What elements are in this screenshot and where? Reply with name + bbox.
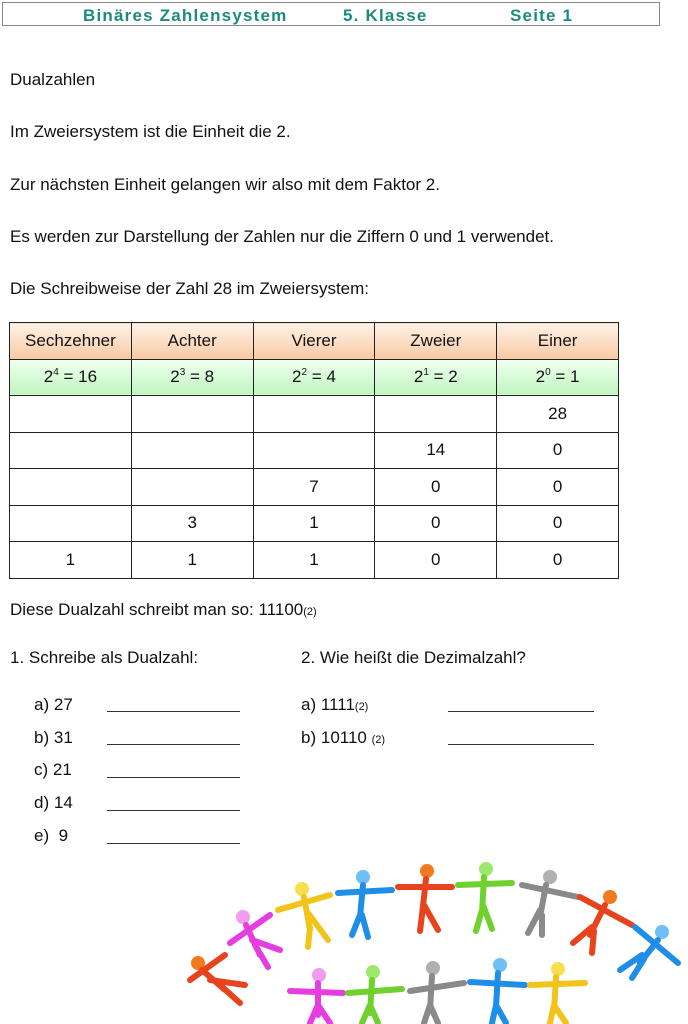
table-cell xyxy=(253,432,375,469)
table-row xyxy=(10,505,619,542)
exercise2-item: a) 1111(2) xyxy=(301,695,369,714)
paragraph: Die Schreibweise der Zahl 28 im Zweiersystem: xyxy=(10,279,370,298)
exercise2-title: 2. Wie heißt die Dezimalzahl? xyxy=(301,648,526,667)
people-circle-illustration xyxy=(180,855,688,1024)
answer-line[interactable] xyxy=(448,744,594,745)
table-row xyxy=(10,542,619,579)
person-icon xyxy=(348,965,402,1023)
table-powers-row xyxy=(10,359,619,396)
table-cell: 0 xyxy=(497,432,619,469)
result-text: Diese Dualzahl schreibt man so: 11100(2) xyxy=(10,600,317,619)
person-icon xyxy=(278,882,330,947)
table-cell xyxy=(131,432,253,469)
person-icon xyxy=(458,862,512,931)
exercise1-item: c) 21 xyxy=(34,760,72,779)
person-icon xyxy=(190,955,245,1003)
paragraph: Zur nächsten Einheit gelangen wir also mit dem Faktor 2. xyxy=(10,175,440,194)
person-icon xyxy=(398,864,452,931)
table-cell: 28 xyxy=(497,396,619,433)
exercise2-item: b) 10110 (2) xyxy=(301,728,386,747)
table-cell: 3 xyxy=(131,505,253,542)
table-cell xyxy=(10,469,132,506)
table-row xyxy=(10,432,619,469)
exercise1-item: b) 31 xyxy=(34,728,73,747)
answer-line[interactable] xyxy=(107,843,240,844)
table-cell: 0 xyxy=(497,469,619,506)
column-header: Vierer xyxy=(253,323,375,360)
person-icon xyxy=(530,962,585,1023)
paragraph: Im Zweiersystem ist die Einheit die 2. xyxy=(10,122,291,141)
column-header: Achter xyxy=(131,323,253,360)
table-cell: 0 xyxy=(375,505,497,542)
header-grade: 5. Klasse xyxy=(343,6,428,25)
answer-line[interactable] xyxy=(107,711,240,712)
person-icon xyxy=(470,958,525,1023)
paragraph: Es werden zur Darstellung der Zahlen nur die Ziffern 0 und 1 verwendet. xyxy=(10,227,554,246)
power-cell: $2^2 = 4$ xyxy=(253,359,375,396)
answer-line[interactable] xyxy=(107,810,240,811)
table-cell: 1 xyxy=(131,542,253,579)
exercise1-item: a) 27 xyxy=(34,695,73,714)
table-cell xyxy=(10,396,132,433)
person-icon xyxy=(620,925,678,978)
person-icon xyxy=(573,890,632,953)
table-cell: 1 xyxy=(10,542,132,579)
section-heading: Dualzahlen xyxy=(10,70,96,89)
header-page: Seite 1 xyxy=(510,6,574,25)
table-cell: 0 xyxy=(375,542,497,579)
exercise1-item: e) 9 xyxy=(34,826,69,845)
table-cell xyxy=(10,432,132,469)
exercise1-item: d) 14 xyxy=(34,793,73,812)
table-cell: 1 xyxy=(253,542,375,579)
table-cell: 1 xyxy=(253,505,375,542)
table-row xyxy=(10,396,619,433)
person-icon xyxy=(410,961,464,1023)
binary-place-value-table xyxy=(9,322,619,579)
table-header-row xyxy=(10,323,619,360)
table-cell: 7 xyxy=(253,469,375,506)
table-cell: 0 xyxy=(375,469,497,506)
power-cell: $2^0 = 1$ xyxy=(497,359,619,396)
person-icon xyxy=(522,870,578,935)
table-cell xyxy=(375,396,497,433)
header-title: Binäres Zahlensystem xyxy=(83,6,288,25)
table-cell xyxy=(131,469,253,506)
power-cell: $2^3 = 8$ xyxy=(131,359,253,396)
person-icon xyxy=(230,910,280,967)
column-header: Sechzehner xyxy=(10,323,132,360)
table-cell xyxy=(131,396,253,433)
person-icon xyxy=(338,870,392,937)
answer-line[interactable] xyxy=(448,711,594,712)
table-cell: 0 xyxy=(497,505,619,542)
column-header: Einer xyxy=(497,323,619,360)
table-cell: 14 xyxy=(375,432,497,469)
answer-line[interactable] xyxy=(107,744,240,745)
power-cell: $2^4 = 16$ xyxy=(10,359,132,396)
exercise1-title: 1. Schreibe als Dualzahl: xyxy=(10,648,199,667)
column-header: Zweier xyxy=(375,323,497,360)
page-header xyxy=(2,2,660,26)
table-cell: 0 xyxy=(497,542,619,579)
person-icon xyxy=(290,968,343,1023)
table-cell xyxy=(253,396,375,433)
answer-line[interactable] xyxy=(107,777,240,778)
table-row xyxy=(10,469,619,506)
power-cell: $2^1 = 2$ xyxy=(375,359,497,396)
table-cell xyxy=(10,505,132,542)
